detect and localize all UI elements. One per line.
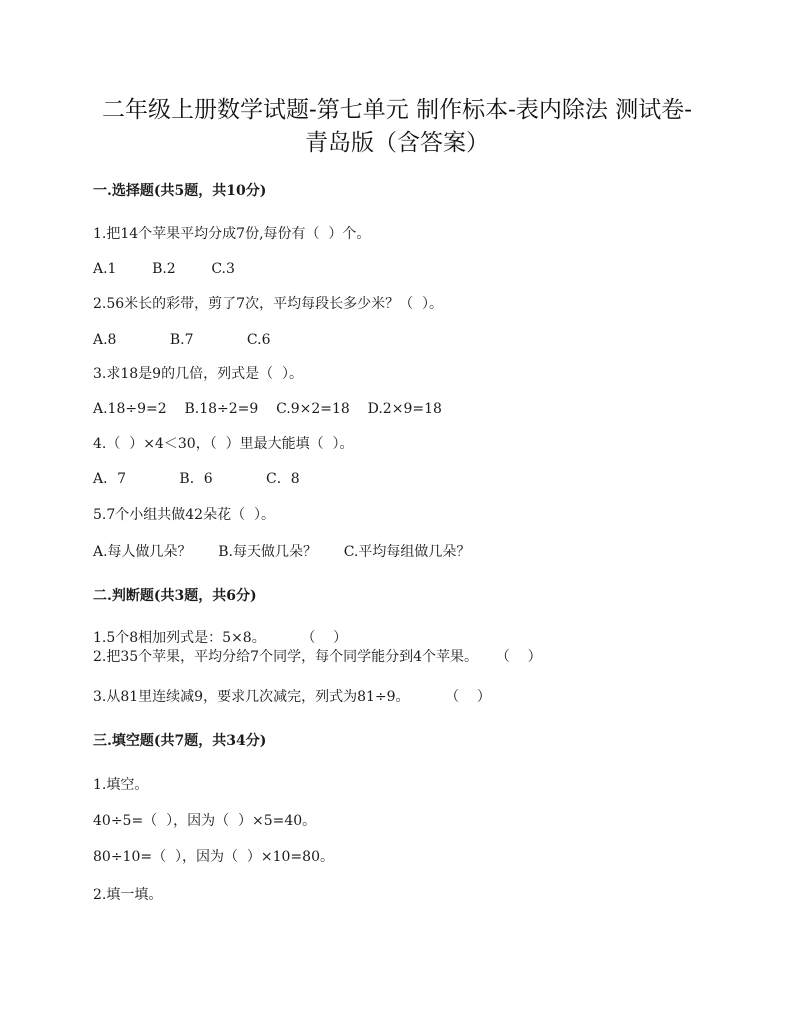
- section-heading-judge: 二.判断题(共3题，共6分): [93, 588, 257, 604]
- choice-question-2: 2.56米长的彩带，剪了7次，平均每段长多少米？（ ）。: [93, 296, 443, 312]
- page-title-line-1: 二年级上册数学试题-第七单元 制作标本-表内除法 测试卷-: [102, 97, 692, 123]
- section-heading-choice: 一.选择题(共5题，共10分): [93, 183, 267, 199]
- fill-question-1-part-b: 80÷10=（ ），因为（ ）×10=80。: [93, 849, 334, 865]
- choice-question-4-options: A．7 B．6 C．8: [93, 471, 300, 487]
- judge-question-1: 1.5个8相加列式是：5×8。 （ ）: [93, 630, 348, 646]
- page-title-line-2: 青岛版（含答案）: [305, 130, 489, 156]
- judge-question-2: 2.把35个苹果，平均分给7个同学，每个同学能分到4个苹果。 （ ）: [93, 649, 542, 665]
- judge-question-3: 3.从81里连续减9，要求几次减完，列式为81÷9。 （ ）: [93, 689, 491, 705]
- fill-question-1: 1.填空。: [93, 777, 149, 793]
- choice-question-3: 3.求18是9的几倍，列式是（ ）。: [93, 366, 303, 382]
- choice-question-5-options: A.每人做几朵？ B.每天做几朵？ C.平均每组做几朵？: [93, 544, 471, 560]
- fill-question-2: 2.填一填。: [93, 887, 163, 903]
- choice-question-1: 1.把14个苹果平均分成7份,每份有（ ）个。: [93, 226, 371, 242]
- choice-question-5: 5.7个小组共做42朵花（ ）。: [93, 507, 275, 523]
- section-heading-fill: 三.填空题(共7题，共34分): [93, 733, 267, 749]
- choice-question-2-options: A.8 B.7 C.6: [93, 332, 271, 348]
- choice-question-4: 4.（ ）×4＜30，（ ）里最大能填（ ）。: [93, 436, 354, 452]
- fill-question-1-part-a: 40÷5=（ ），因为（ ）×5=40。: [93, 813, 317, 829]
- choice-question-1-options: A.1 B.2 C.3: [93, 261, 235, 277]
- choice-question-3-options: A.18÷9=2 B.18÷2=9 C.9×2=18 D.2×9=18: [93, 401, 442, 417]
